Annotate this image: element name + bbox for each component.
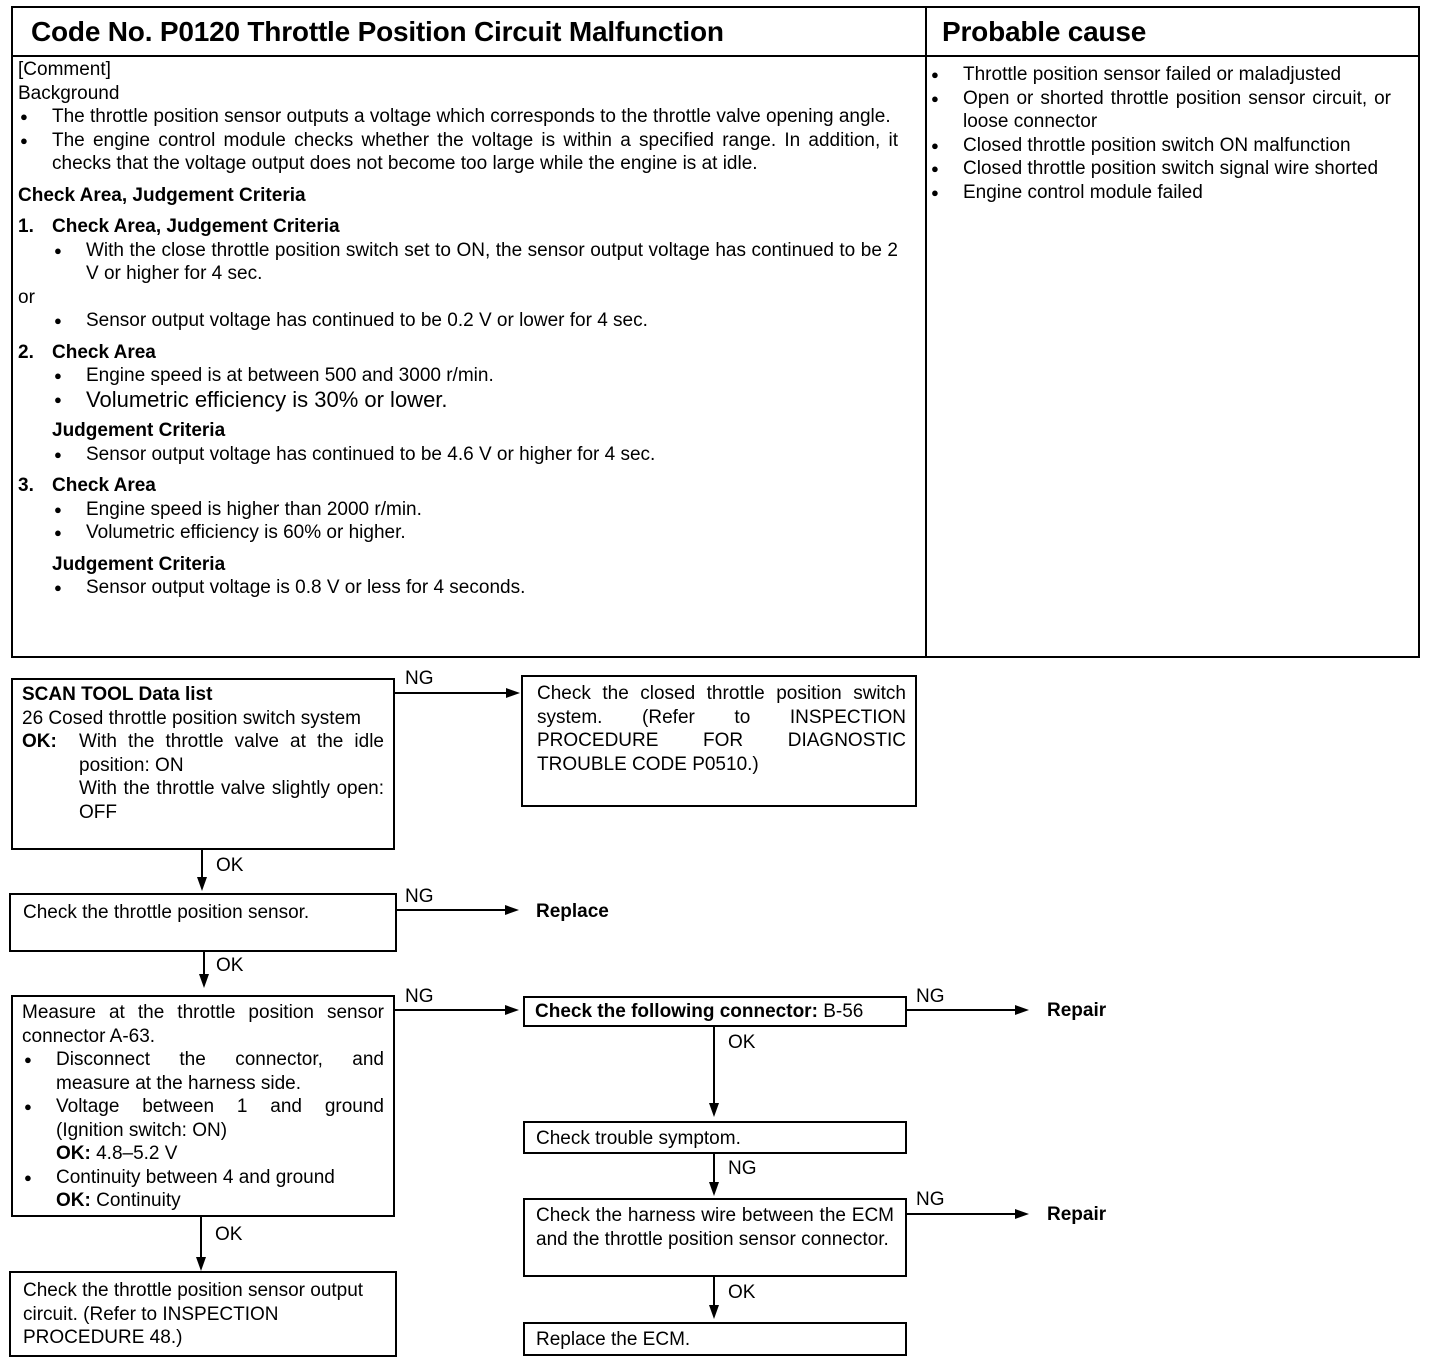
measure-bullet — [22, 1095, 384, 1166]
background-bullet: ● The engine control module checks whether the voltage is within a specified range. In addition, it checks that the voltage output does not become too large while the engine is at idle. — [18, 129, 898, 176]
criteria-bullet: ● Engine speed is at between 500 and 3000 r/min. — [52, 364, 898, 388]
item-number: 1. — [18, 216, 34, 237]
item-title: Check Area — [52, 475, 156, 496]
probable-cause-item: ● Closed throttle position switch ON malfunction — [929, 134, 1391, 158]
comment-label: [Comment] — [18, 59, 111, 80]
measure-connector-box — [11, 995, 395, 1217]
ng-connector — [395, 692, 508, 694]
ng-label: NG — [405, 886, 434, 907]
arrow-down-icon — [197, 877, 207, 891]
ok-label: OK — [215, 1224, 243, 1245]
symptom-check-box — [523, 1121, 907, 1154]
ok-label: OK — [216, 955, 244, 976]
repair-result: Repair — [1047, 1000, 1107, 1021]
ok-label: OK — [728, 1032, 756, 1053]
ok-connector — [713, 1027, 715, 1105]
symptom-check-text: Check trouble symptom. — [536, 1128, 741, 1149]
ok-label: OK: — [22, 731, 57, 752]
scan-tool-item: 26 Cosed throttle position switch system — [22, 707, 361, 729]
probable-cause-item: ● Engine control module failed — [929, 181, 1391, 205]
arrow-down-icon — [709, 1103, 719, 1117]
ng-label: NG — [916, 986, 945, 1007]
ng-connector — [713, 1154, 715, 1184]
continuity-condition: Continuity between 4 and ground — [56, 1166, 335, 1188]
item-title: Check Area, Judgement Criteria — [52, 216, 340, 237]
arrow-down-icon — [709, 1182, 719, 1196]
connector-check-box — [523, 996, 907, 1027]
voltage-ok-value: 4.8–5.2 V — [96, 1143, 178, 1164]
tps-check-text: Check the throttle position sensor. — [23, 902, 310, 923]
ng-label: NG — [916, 1189, 945, 1210]
arrow-right-icon — [1015, 1005, 1029, 1015]
scan-tool-title: SCAN TOOL Data list — [22, 684, 213, 705]
ok-connector — [200, 1217, 202, 1259]
output-circuit-text: Check the throttle position sensor output circuit. (Refer to INSPECTION PROCEDURE 48.) — [23, 1280, 364, 1348]
item-1-title — [18, 215, 898, 239]
criteria-bullet: ● Volumetric efficiency is 60% or higher. — [52, 521, 898, 545]
code-title: Code No. P0120 Throttle Position Circuit Malfunction — [31, 16, 724, 47]
scan-tool-box — [11, 678, 395, 850]
replace-ecm-box — [523, 1322, 907, 1356]
criteria-heading: Check Area, Judgement Criteria — [18, 184, 306, 206]
ok-label: OK — [216, 855, 244, 876]
header-divider — [13, 55, 1418, 57]
output-circuit-box — [9, 1271, 397, 1357]
ng-connector — [397, 909, 507, 911]
ng-connector — [395, 1009, 507, 1011]
criteria-bullet: ● Sensor output voltage has continued to be 0.2 V or lower for 4 sec. — [52, 309, 898, 333]
ok-connector — [201, 850, 203, 878]
comment-section — [18, 58, 898, 600]
item-3-title — [18, 474, 898, 498]
ok-condition: With the throttle valve slightly open: OFF — [79, 778, 384, 823]
voltage-condition: Voltage between 1 and ground (Ignition switch: ON) — [56, 1096, 384, 1141]
item-2-title — [18, 341, 898, 365]
probable-cause-item: ● Open or shorted throttle position sensor circuit, or loose connector — [929, 87, 1391, 134]
tps-check-box — [9, 893, 397, 952]
criteria-bullet: ● Sensor output voltage is 0.8 V or less for 4 seconds. — [52, 576, 898, 600]
judgement-criteria-title: Judgement Criteria — [52, 420, 226, 441]
closed-switch-check-box — [521, 675, 917, 807]
criteria-bullet: ● Engine speed is higher than 2000 r/min. — [52, 498, 898, 522]
ok-connector — [713, 1277, 715, 1307]
ng-label: NG — [728, 1158, 757, 1179]
judgement-criteria-title: Judgement Criteria — [52, 553, 226, 575]
continuity-ok — [56, 1189, 384, 1213]
ng-label: NG — [405, 986, 434, 1007]
arrow-down-icon — [196, 1257, 206, 1271]
arrow-right-icon — [1015, 1209, 1029, 1219]
item-number: 2. — [18, 341, 34, 363]
ok-condition: With the throttle valve at the idle position: ON — [79, 731, 384, 776]
measure-instruction: Measure at the throttle position sensor connector A-63. — [22, 1002, 384, 1047]
arrow-right-icon — [505, 1005, 519, 1015]
voltage-ok — [56, 1142, 384, 1166]
closed-switch-check-text: Check the closed throttle position switch system. (Refer to INSPECTION PROCEDURE FOR DIAGNOSTIC TROUBLE CODE P0510.) — [537, 683, 906, 775]
ok-label: OK: — [56, 1190, 91, 1211]
measure-bullet — [22, 1166, 384, 1213]
harness-check-box — [523, 1198, 907, 1277]
probable-cause-item: ● Closed throttle position switch signal wire shorted — [929, 157, 1391, 181]
connector-check-label: Check the following connector: — [535, 1001, 818, 1022]
probable-cause-item: ● Throttle position sensor failed or maladjusted — [929, 63, 1391, 87]
arrow-right-icon — [506, 688, 520, 698]
ok-connector — [203, 952, 205, 976]
continuity-ok-value: Continuity — [96, 1190, 181, 1211]
item-title: Check Area — [52, 341, 156, 363]
criteria-bullet: ● With the close throttle position switch set to ON, the sensor output voltage has continued to be 2 V or higher for 4 sec. — [52, 239, 898, 286]
arrow-down-icon — [709, 1305, 719, 1319]
repair-result: Repair — [1047, 1204, 1107, 1225]
item-number: 3. — [18, 475, 34, 496]
background-bullet: ● The throttle position sensor outputs a voltage which corresponds to the throttle valve opening angle. — [18, 105, 898, 129]
ng-connector — [907, 1009, 1017, 1011]
measure-bullet: ● Disconnect the connector, and measure at the harness side. — [22, 1048, 384, 1095]
scan-tool-ok — [22, 730, 384, 824]
criteria-bullet: ● Volumetric efficiency is 30% or lower. — [52, 388, 898, 412]
probable-cause-title: Probable cause — [942, 16, 1147, 47]
ok-label: OK — [728, 1282, 756, 1303]
ng-connector — [907, 1213, 1017, 1215]
probable-cause-list — [929, 63, 1391, 204]
harness-check-text: Check the harness wire between the ECM and the throttle position sensor connector. — [536, 1205, 894, 1250]
column-divider — [925, 8, 927, 656]
connector-id: B-56 — [823, 1001, 864, 1022]
arrow-right-icon — [505, 905, 519, 915]
ng-label: NG — [405, 668, 434, 689]
ok-label: OK: — [56, 1143, 91, 1164]
or-text: or — [18, 286, 35, 308]
background-label: Background — [18, 82, 120, 104]
replace-ecm-text: Replace the ECM. — [536, 1329, 691, 1350]
replace-result: Replace — [536, 901, 609, 922]
arrow-down-icon — [199, 974, 209, 988]
criteria-bullet: ● Sensor output voltage has continued to be 4.6 V or higher for 4 sec. — [52, 443, 898, 467]
